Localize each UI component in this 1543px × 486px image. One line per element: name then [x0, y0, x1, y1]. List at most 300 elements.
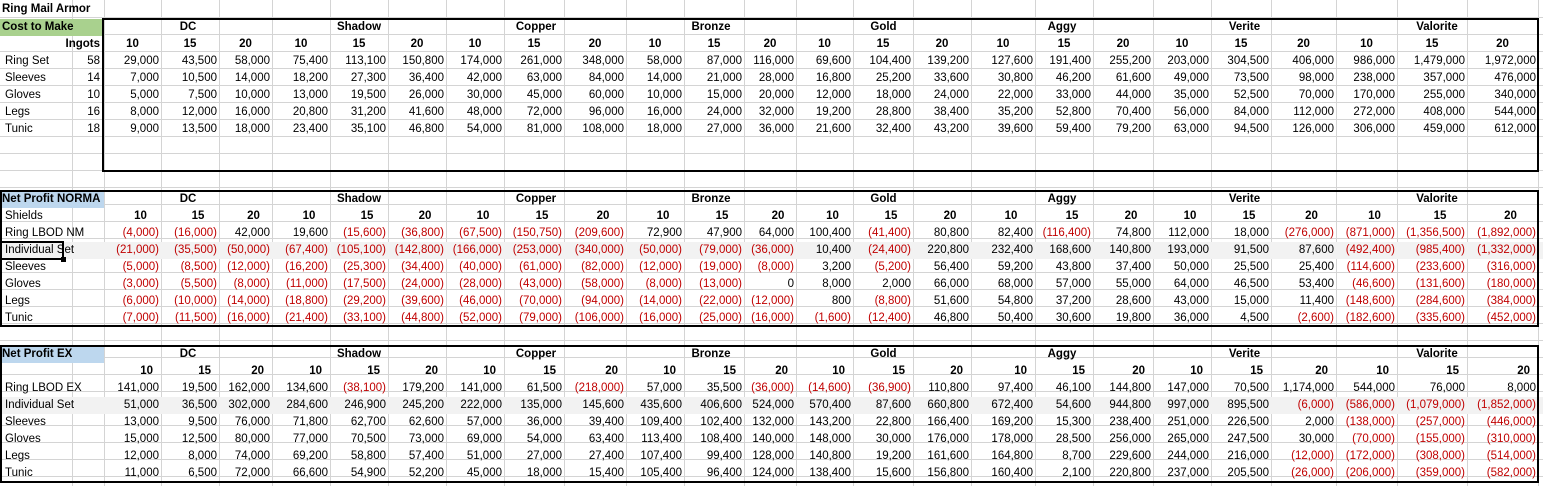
- tier-header[interactable]: 20: [239, 38, 252, 50]
- value-cell[interactable]: (34,400): [401, 261, 444, 273]
- value-cell[interactable]: 69,000: [466, 433, 502, 445]
- value-cell[interactable]: 96,000: [588, 106, 624, 118]
- value-cell[interactable]: 87,600: [1298, 244, 1334, 256]
- value-cell[interactable]: 18,000: [646, 123, 682, 135]
- value-cell[interactable]: 113,400: [641, 433, 682, 445]
- value-cell[interactable]: 222,000: [460, 399, 502, 411]
- value-cell[interactable]: 45,000: [466, 467, 502, 479]
- value-cell[interactable]: (13,000): [699, 278, 742, 290]
- value-cell[interactable]: (384,000): [1486, 295, 1536, 307]
- row-label[interactable]: Individual Set: [5, 399, 75, 411]
- value-cell[interactable]: 6,500: [188, 467, 217, 479]
- tier-header[interactable]: 20: [1496, 38, 1509, 50]
- tier-header[interactable]: 10: [826, 210, 839, 222]
- material-header[interactable]: Verite: [1228, 348, 1261, 360]
- value-cell[interactable]: 46,100: [1055, 382, 1091, 394]
- value-cell[interactable]: 19,600: [292, 227, 328, 239]
- value-cell[interactable]: 25,200: [875, 72, 911, 84]
- value-cell[interactable]: 108,000: [582, 123, 624, 135]
- value-cell[interactable]: (61,000): [519, 261, 562, 273]
- value-cell[interactable]: (8,000): [645, 278, 682, 290]
- value-cell[interactable]: 28,800: [875, 106, 911, 118]
- tier-header[interactable]: 20: [775, 365, 788, 377]
- value-cell[interactable]: 284,600: [286, 399, 328, 411]
- value-cell[interactable]: 302,000: [228, 399, 270, 411]
- value-cell[interactable]: 70,000: [1298, 89, 1334, 101]
- value-cell[interactable]: 18,000: [1233, 227, 1269, 239]
- value-cell[interactable]: 23,400: [292, 123, 328, 135]
- value-cell[interactable]: 74,800: [1115, 227, 1151, 239]
- value-cell[interactable]: (586,000): [1345, 399, 1395, 411]
- value-cell[interactable]: 84,000: [588, 72, 624, 84]
- value-cell[interactable]: 70,500: [1233, 382, 1269, 394]
- material-header[interactable]: Gold: [870, 21, 897, 33]
- tier-header[interactable]: 20: [247, 210, 260, 222]
- row-label[interactable]: Gloves: [5, 89, 41, 101]
- value-cell[interactable]: (82,000): [581, 261, 624, 273]
- value-cell[interactable]: 141,000: [460, 382, 502, 394]
- value-cell[interactable]: 168,600: [1049, 244, 1091, 256]
- value-cell[interactable]: 220,800: [927, 244, 969, 256]
- tier-header[interactable]: 20: [425, 365, 438, 377]
- value-cell[interactable]: 10,400: [815, 244, 851, 256]
- tier-header[interactable]: 20: [1305, 210, 1318, 222]
- row-label[interactable]: Legs: [5, 295, 30, 307]
- value-cell[interactable]: 108,400: [700, 433, 742, 445]
- value-cell[interactable]: (36,000): [751, 244, 794, 256]
- value-cell[interactable]: 28,500: [1055, 433, 1091, 445]
- value-cell[interactable]: (29,200): [343, 295, 386, 307]
- value-cell[interactable]: 997,000: [1167, 399, 1209, 411]
- value-cell[interactable]: 19,200: [815, 106, 851, 118]
- material-header[interactable]: Aggy: [1047, 348, 1077, 360]
- value-cell[interactable]: 52,800: [1055, 106, 1091, 118]
- value-cell[interactable]: 174,000: [460, 55, 502, 67]
- value-cell[interactable]: 82,400: [997, 227, 1033, 239]
- tier-header[interactable]: 20: [605, 365, 618, 377]
- tier-header[interactable]: 15: [1425, 38, 1439, 50]
- value-cell[interactable]: 81,000: [526, 123, 562, 135]
- material-header[interactable]: Valorite: [1416, 348, 1458, 360]
- value-cell[interactable]: 29,000: [123, 55, 159, 67]
- value-cell[interactable]: 169,200: [991, 416, 1033, 428]
- value-cell[interactable]: (276,000): [1284, 227, 1334, 239]
- value-cell[interactable]: (15,600): [343, 227, 386, 239]
- value-cell[interactable]: 60,000: [588, 89, 624, 101]
- value-cell[interactable]: 43,500: [181, 55, 217, 67]
- value-cell[interactable]: 79,200: [1115, 123, 1151, 135]
- value-cell[interactable]: 406,600: [700, 399, 742, 411]
- tier-header[interactable]: 15: [183, 38, 197, 50]
- value-cell[interactable]: 80,800: [933, 227, 969, 239]
- value-cell[interactable]: 229,600: [1109, 450, 1151, 462]
- tier-header[interactable]: 15: [1065, 210, 1079, 222]
- value-cell[interactable]: 143,200: [809, 416, 851, 428]
- value-cell[interactable]: (10,000): [174, 295, 217, 307]
- value-cell[interactable]: 12,500: [181, 433, 217, 445]
- value-cell[interactable]: 24,000: [706, 106, 742, 118]
- tier-header[interactable]: 20: [943, 210, 957, 222]
- value-cell[interactable]: 18,000: [234, 123, 270, 135]
- value-cell[interactable]: (21,000): [116, 244, 159, 256]
- tier-header[interactable]: 10: [832, 365, 845, 377]
- value-cell[interactable]: (46,000): [459, 295, 502, 307]
- value-cell[interactable]: 27,400: [588, 450, 624, 462]
- value-cell[interactable]: 22,800: [875, 416, 911, 428]
- value-cell[interactable]: 74,000: [234, 450, 270, 462]
- value-cell[interactable]: 408,000: [1423, 106, 1465, 118]
- value-cell[interactable]: 161,600: [927, 450, 969, 462]
- value-cell[interactable]: 24,000: [933, 89, 969, 101]
- value-cell[interactable]: (114,600): [1346, 261, 1395, 273]
- selected-cell[interactable]: [0, 241, 64, 260]
- row-label[interactable]: Legs: [5, 450, 30, 462]
- value-cell[interactable]: 205,500: [1227, 467, 1269, 479]
- value-cell[interactable]: (52,000): [459, 312, 502, 324]
- value-cell[interactable]: 340,000: [1494, 89, 1536, 101]
- value-cell[interactable]: 134,600: [286, 382, 328, 394]
- value-cell[interactable]: (14,600): [808, 382, 851, 394]
- value-cell[interactable]: 406,000: [1292, 55, 1334, 67]
- value-cell[interactable]: 51,000: [466, 450, 502, 462]
- value-cell[interactable]: (41,400): [868, 227, 911, 239]
- tier-header[interactable]: 15: [198, 365, 211, 377]
- value-cell[interactable]: (36,000): [751, 382, 794, 394]
- value-cell[interactable]: 72,000: [234, 467, 270, 479]
- tier-header[interactable]: 10: [1175, 38, 1189, 50]
- value-cell[interactable]: 19,500: [350, 89, 386, 101]
- value-cell[interactable]: 2,000: [882, 278, 911, 290]
- value-cell[interactable]: (16,000): [639, 312, 682, 324]
- tier-header[interactable]: 15: [1242, 210, 1256, 222]
- value-cell[interactable]: 58,000: [234, 55, 270, 67]
- value-cell[interactable]: 54,000: [466, 123, 502, 135]
- value-cell[interactable]: (209,600): [574, 227, 624, 239]
- value-cell[interactable]: 49,000: [1173, 72, 1209, 84]
- value-cell[interactable]: 11,000: [124, 467, 159, 479]
- value-cell[interactable]: 2,000: [1305, 416, 1334, 428]
- value-cell[interactable]: 37,400: [1115, 261, 1151, 273]
- value-cell[interactable]: 110,800: [928, 382, 969, 394]
- value-cell[interactable]: 306,000: [1353, 123, 1395, 135]
- value-cell[interactable]: (1,600): [814, 312, 851, 324]
- value-cell[interactable]: 107,400: [640, 450, 682, 462]
- value-cell[interactable]: 113,100: [345, 55, 386, 67]
- value-cell[interactable]: 145,600: [582, 399, 624, 411]
- tier-header[interactable]: 20: [950, 365, 963, 377]
- value-cell[interactable]: (11,500): [175, 312, 217, 324]
- value-cell[interactable]: 18,000: [526, 467, 562, 479]
- value-cell[interactable]: 193,000: [1167, 244, 1209, 256]
- value-cell[interactable]: 544,000: [1494, 106, 1536, 118]
- value-cell[interactable]: 4,500: [1240, 312, 1269, 324]
- value-cell[interactable]: (8,000): [233, 278, 270, 290]
- value-cell[interactable]: 51,000: [123, 399, 159, 411]
- value-cell[interactable]: (155,000): [1415, 433, 1465, 445]
- value-cell[interactable]: 162,000: [228, 382, 270, 394]
- value-cell[interactable]: 140,800: [1109, 244, 1151, 256]
- value-cell[interactable]: (316,000): [1486, 261, 1536, 273]
- shields-label[interactable]: Shields: [5, 210, 43, 222]
- value-cell[interactable]: 63,400: [588, 433, 624, 445]
- value-cell[interactable]: 43,200: [933, 123, 969, 135]
- value-cell[interactable]: (58,000): [581, 278, 624, 290]
- tier-header[interactable]: 10: [476, 210, 490, 222]
- tier-header[interactable]: 15: [367, 365, 380, 377]
- value-cell[interactable]: 191,400: [1049, 55, 1091, 67]
- value-cell[interactable]: 9,000: [130, 123, 159, 135]
- value-cell[interactable]: (79,000): [699, 244, 742, 256]
- tier-header[interactable]: 10: [483, 365, 496, 377]
- value-cell[interactable]: (985,400): [1415, 244, 1465, 256]
- tier-header[interactable]: 20: [1116, 38, 1130, 50]
- value-cell[interactable]: 226,500: [1227, 416, 1269, 428]
- value-cell[interactable]: 69,200: [292, 450, 328, 462]
- value-cell[interactable]: (40,000): [459, 261, 502, 273]
- value-cell[interactable]: 30,000: [1298, 433, 1334, 445]
- value-cell[interactable]: 8,000: [130, 106, 159, 118]
- tier-header[interactable]: 15: [1234, 38, 1248, 50]
- value-cell[interactable]: (8,000): [757, 261, 794, 273]
- tier-header[interactable]: 15: [191, 210, 205, 222]
- value-cell[interactable]: 14,000: [234, 72, 270, 84]
- tier-header[interactable]: 20: [1315, 365, 1328, 377]
- value-cell[interactable]: 5,000: [130, 89, 159, 101]
- value-cell[interactable]: 18,200: [292, 72, 328, 84]
- value-cell[interactable]: (5,000): [122, 261, 159, 273]
- value-cell[interactable]: 13,000: [292, 89, 328, 101]
- value-cell[interactable]: 178,000: [991, 433, 1033, 445]
- value-cell[interactable]: (335,600): [1415, 312, 1465, 324]
- value-cell[interactable]: 19,200: [875, 450, 911, 462]
- value-cell[interactable]: (359,000): [1415, 467, 1465, 479]
- tier-header[interactable]: 20: [1504, 210, 1517, 222]
- value-cell[interactable]: 36,500: [181, 399, 217, 411]
- value-cell[interactable]: 38,400: [933, 106, 969, 118]
- value-cell[interactable]: 272,000: [1353, 106, 1395, 118]
- value-cell[interactable]: 25,500: [1233, 261, 1269, 273]
- value-cell[interactable]: 46,500: [1233, 278, 1269, 290]
- tier-header[interactable]: 10: [1183, 210, 1197, 222]
- value-cell[interactable]: 18,000: [875, 89, 911, 101]
- material-header[interactable]: DC: [179, 193, 197, 205]
- value-cell[interactable]: (1,852,000): [1477, 399, 1536, 411]
- value-cell[interactable]: 21,600: [815, 123, 851, 135]
- row-label[interactable]: Individual Set: [5, 244, 75, 256]
- value-cell[interactable]: (7,000): [122, 312, 159, 324]
- value-cell[interactable]: (446,000): [1486, 416, 1536, 428]
- value-cell[interactable]: (25,000): [699, 312, 742, 324]
- tier-header[interactable]: 20: [1297, 38, 1310, 50]
- tier-header[interactable]: 20: [771, 210, 785, 222]
- tier-header[interactable]: 15: [1057, 38, 1071, 50]
- value-cell[interactable]: 54,600: [1055, 399, 1091, 411]
- value-cell[interactable]: 265,000: [1167, 433, 1209, 445]
- value-cell[interactable]: 261,000: [520, 55, 562, 67]
- value-cell[interactable]: 104,400: [869, 55, 911, 67]
- value-cell[interactable]: 944,800: [1109, 399, 1151, 411]
- value-cell[interactable]: 44,000: [1115, 89, 1151, 101]
- value-cell[interactable]: 544,000: [1353, 382, 1395, 394]
- value-cell[interactable]: (12,000): [227, 261, 270, 273]
- value-cell[interactable]: 50,000: [1173, 261, 1209, 273]
- tier-header[interactable]: 15: [1072, 365, 1085, 377]
- value-cell[interactable]: (16,200): [285, 261, 328, 273]
- value-cell[interactable]: (148,600): [1345, 295, 1395, 307]
- value-cell[interactable]: 9,500: [188, 416, 217, 428]
- value-cell[interactable]: 30,600: [1055, 312, 1091, 324]
- ingot-count[interactable]: 58: [87, 55, 100, 67]
- value-cell[interactable]: 160,400: [991, 467, 1033, 479]
- value-cell[interactable]: 45,000: [526, 89, 562, 101]
- value-cell[interactable]: (218,000): [574, 382, 624, 394]
- value-cell[interactable]: 94,500: [1233, 123, 1269, 135]
- value-cell[interactable]: 164,800: [991, 450, 1033, 462]
- material-header[interactable]: Valorite: [1416, 193, 1458, 205]
- value-cell[interactable]: (2,600): [1297, 312, 1334, 324]
- value-cell[interactable]: 128,000: [752, 450, 794, 462]
- value-cell[interactable]: 8,000: [822, 278, 851, 290]
- row-label[interactable]: Tunic: [5, 312, 33, 324]
- value-cell[interactable]: 54,900: [350, 467, 386, 479]
- value-cell[interactable]: 660,800: [927, 399, 969, 411]
- value-cell[interactable]: 58,800: [350, 450, 386, 462]
- value-cell[interactable]: 33,600: [933, 72, 969, 84]
- value-cell[interactable]: 20,800: [292, 106, 328, 118]
- value-cell[interactable]: (26,000): [1291, 467, 1334, 479]
- ingots-header[interactable]: Ingots: [65, 38, 100, 50]
- value-cell[interactable]: (16,000): [751, 312, 794, 324]
- value-cell[interactable]: (1,356,500): [1406, 227, 1465, 239]
- value-cell[interactable]: 14,000: [646, 72, 682, 84]
- value-cell[interactable]: 56,400: [933, 261, 969, 273]
- tier-header[interactable]: 15: [360, 210, 374, 222]
- value-cell[interactable]: (105,100): [336, 244, 386, 256]
- value-cell[interactable]: (70,000): [519, 295, 562, 307]
- value-cell[interactable]: 15,300: [1055, 416, 1091, 428]
- value-cell[interactable]: 1,479,000: [1413, 55, 1465, 67]
- value-cell[interactable]: 56,000: [1173, 106, 1209, 118]
- value-cell[interactable]: 61,500: [526, 382, 562, 394]
- value-cell[interactable]: 127,600: [991, 55, 1033, 67]
- tier-header[interactable]: 15: [1446, 365, 1459, 377]
- value-cell[interactable]: (12,000): [639, 261, 682, 273]
- value-cell[interactable]: 64,000: [758, 227, 794, 239]
- value-cell[interactable]: 66,000: [933, 278, 969, 290]
- value-cell[interactable]: 71,800: [292, 416, 328, 428]
- row-label[interactable]: Tunic: [5, 467, 33, 479]
- value-cell[interactable]: 304,500: [1227, 55, 1269, 67]
- value-cell[interactable]: 30,000: [875, 433, 911, 445]
- value-cell[interactable]: 28,000: [758, 72, 794, 84]
- value-cell[interactable]: 87,600: [875, 399, 911, 411]
- value-cell[interactable]: 27,300: [350, 72, 386, 84]
- value-cell[interactable]: 12,000: [181, 106, 217, 118]
- value-cell[interactable]: (67,500): [459, 227, 502, 239]
- material-header[interactable]: Copper: [515, 193, 557, 205]
- value-cell[interactable]: 36,400: [408, 72, 444, 84]
- value-cell[interactable]: 41,600: [408, 106, 444, 118]
- value-cell[interactable]: 46,800: [933, 312, 969, 324]
- value-cell[interactable]: (36,800): [401, 227, 444, 239]
- value-cell[interactable]: 36,000: [1173, 312, 1209, 324]
- value-cell[interactable]: (12,000): [751, 295, 794, 307]
- value-cell[interactable]: 96,400: [706, 467, 742, 479]
- value-cell[interactable]: 1,972,000: [1484, 55, 1536, 67]
- value-cell[interactable]: (166,000): [452, 244, 502, 256]
- value-cell[interactable]: (5,500): [180, 278, 217, 290]
- value-cell[interactable]: 986,000: [1353, 55, 1395, 67]
- value-cell[interactable]: (50,000): [227, 244, 270, 256]
- value-cell[interactable]: (1,892,000): [1477, 227, 1536, 239]
- value-cell[interactable]: 51,600: [933, 295, 969, 307]
- value-cell[interactable]: 256,000: [1109, 433, 1151, 445]
- value-cell[interactable]: 176,000: [927, 433, 969, 445]
- value-cell[interactable]: 50,400: [997, 312, 1033, 324]
- value-cell[interactable]: 10,000: [646, 89, 682, 101]
- value-cell[interactable]: 7,000: [130, 72, 159, 84]
- value-cell[interactable]: (106,000): [574, 312, 624, 324]
- material-header[interactable]: DC: [179, 21, 197, 33]
- value-cell[interactable]: 32,400: [875, 123, 911, 135]
- value-cell[interactable]: 26,000: [408, 89, 444, 101]
- value-cell[interactable]: 47,900: [706, 227, 742, 239]
- value-cell[interactable]: 8,700: [1062, 450, 1091, 462]
- value-cell[interactable]: 59,200: [997, 261, 1033, 273]
- value-cell[interactable]: (24,000): [401, 278, 444, 290]
- row-label[interactable]: Gloves: [5, 278, 41, 290]
- value-cell[interactable]: (582,000): [1486, 467, 1536, 479]
- value-cell[interactable]: 141,000: [117, 382, 159, 394]
- value-cell[interactable]: 98,000: [1298, 72, 1334, 84]
- value-cell[interactable]: 52,200: [408, 467, 444, 479]
- value-cell[interactable]: (182,600): [1345, 312, 1395, 324]
- tier-header[interactable]: 10: [656, 210, 670, 222]
- tier-header[interactable]: 10: [1014, 365, 1027, 377]
- value-cell[interactable]: (180,000): [1486, 278, 1536, 290]
- tier-header[interactable]: 10: [309, 365, 322, 377]
- value-cell[interactable]: 73,500: [1233, 72, 1269, 84]
- material-header[interactable]: Copper: [515, 21, 557, 33]
- value-cell[interactable]: 10,500: [181, 72, 217, 84]
- value-cell[interactable]: 800: [831, 295, 851, 307]
- value-cell[interactable]: 612,000: [1494, 123, 1536, 135]
- value-cell[interactable]: (17,500): [343, 278, 386, 290]
- tier-header[interactable]: 15: [352, 38, 366, 50]
- value-cell[interactable]: 139,200: [927, 55, 969, 67]
- value-cell[interactable]: (131,600): [1415, 278, 1465, 290]
- value-cell[interactable]: (50,000): [639, 244, 682, 256]
- tier-header[interactable]: 15: [723, 365, 736, 377]
- value-cell[interactable]: (233,600): [1415, 261, 1465, 273]
- value-cell[interactable]: 19,800: [1115, 312, 1151, 324]
- material-header[interactable]: Shadow: [336, 193, 382, 205]
- value-cell[interactable]: (284,600): [1415, 295, 1465, 307]
- value-cell[interactable]: 1,174,000: [1282, 382, 1334, 394]
- tier-header[interactable]: 20: [1124, 210, 1138, 222]
- value-cell[interactable]: 58,000: [646, 55, 682, 67]
- value-cell[interactable]: 54,800: [997, 295, 1033, 307]
- material-header[interactable]: Verite: [1228, 193, 1261, 205]
- value-cell[interactable]: 36,000: [526, 416, 562, 428]
- material-header[interactable]: Aggy: [1047, 21, 1077, 33]
- value-cell[interactable]: 35,500: [706, 382, 742, 394]
- row-label[interactable]: Ring Set: [5, 55, 50, 67]
- value-cell[interactable]: (1,332,000): [1477, 244, 1536, 256]
- value-cell[interactable]: 459,000: [1423, 123, 1465, 135]
- value-cell[interactable]: 19,500: [181, 382, 217, 394]
- value-cell[interactable]: 35,100: [350, 123, 386, 135]
